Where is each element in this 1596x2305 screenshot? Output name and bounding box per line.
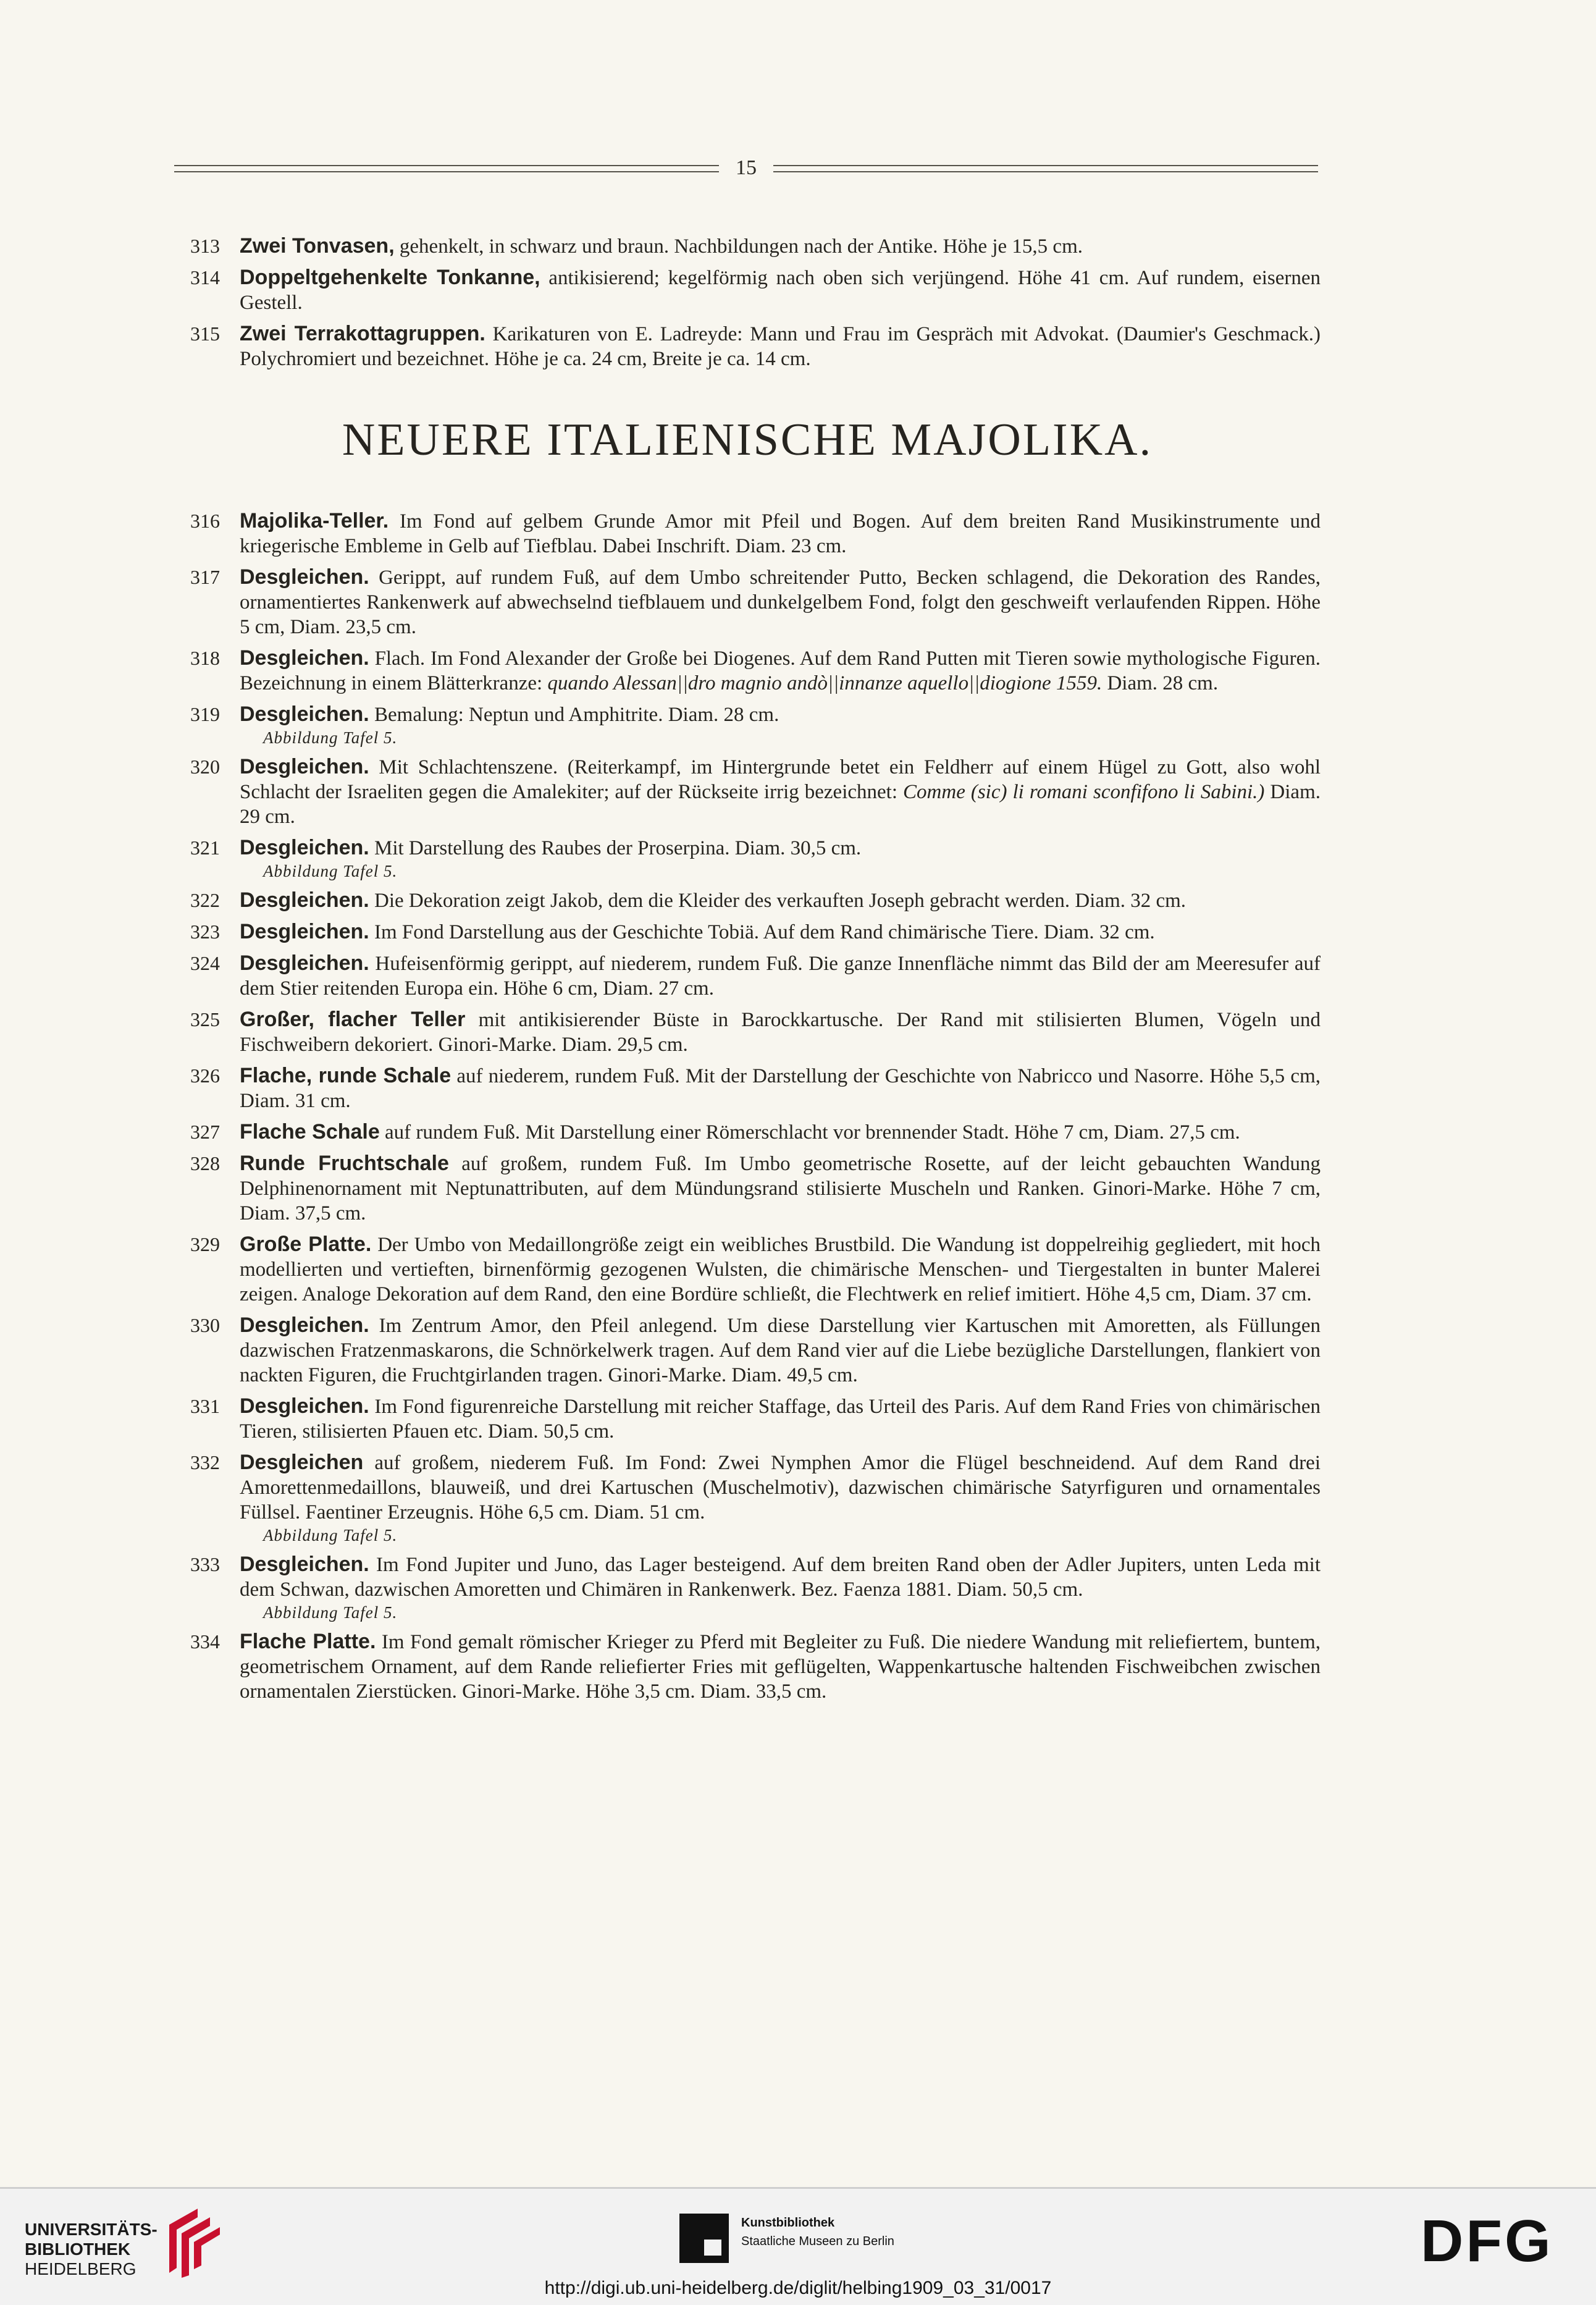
entry-plate-reference: Abbildung Tafel 5. [263, 1603, 398, 1622]
entry-number: 332 [190, 1451, 220, 1473]
entry-title: Desgleichen. [240, 920, 369, 943]
entry-plate-reference: Abbildung Tafel 5. [263, 862, 398, 880]
entry-number: 327 [190, 1121, 220, 1143]
entry-number: 313 [190, 235, 220, 257]
entry-number: 314 [190, 266, 220, 289]
entry-number: 331 [190, 1395, 220, 1417]
ub-name-line3: HEIDELBERG [25, 2259, 136, 2278]
catalog-entry [174, 1450, 1321, 1546]
catalog-entry [174, 565, 1321, 639]
catalog-entry [174, 321, 1321, 371]
entry-title: Desgleichen. [240, 888, 369, 912]
entry-number: 326 [190, 1064, 220, 1087]
catalog-entry [174, 835, 1321, 882]
entry-number: 322 [190, 889, 220, 911]
entry-title: Flache, runde Schale [240, 1064, 452, 1087]
entry-title: Desgleichen. [240, 1553, 369, 1576]
section-heading: NEUERE ITALIENISCHE MAJOLIKA. [342, 415, 1153, 465]
entry-text: Der Umbo von Medaillongröße zeigt ein weibliches Brustbild. Die Wandung ist doppelreihig gegliedert, mit hoch modellierten und vertieften, birnenförmig gezogenen Wulsten, die chimärische Menschen- und Tiergestalten in bunter Malerei zeigen. Analoge Dekoration auf dem Rand, den eine Bordüre schließt, die Flechtwerk en relief imitiert. Höhe 4,5 cm, Diam. 37 cm. [240, 1234, 1321, 1305]
kb-subtitle: Staatliche Museen zu Berlin [741, 2235, 894, 2248]
catalog-entry [174, 1119, 1321, 1145]
entry-text: auf großem, niederem Fuß. Im Fond: Zwei Nymphen Amor die Flügel beschneidend. Auf dem Rand drei Amorettenmedaillons, blauweiß, und drei Kartuschen (Muschelmotiv), dazwischen chimärische Satyrfiguren und ornamentales Füllsel. Faentiner Erzeugnis. Höhe 6,5 cm. Diam. 51 cm. [240, 1452, 1321, 1523]
entry-number: 333 [190, 1553, 220, 1575]
entry-number: 318 [190, 647, 220, 669]
entry-text: Im Zentrum Amor, den Pfeil anlegend. Um diese Darstellung vier Kartuschen mit Amoretten, als Füllungen dazwischen Fratzenmaskarons, die Schnörkelwerk tragen. Auf dem Rand vier auf die Liebe bezügliche Darstellungen, flankiert von nackten Figuren, die Fruchtgirlanden tragen. Ginori-Marke. Diam. 49,5 cm. [240, 1315, 1321, 1386]
entry-text: Hufeisenförmig gerippt, auf niederem, rundem Fuß. Die ganze Innenfläche nimmt das Bild der am Meeresufer auf dem Stier reitenden Europa ein. Höhe 6 cm, Diam. 27 cm. [240, 953, 1321, 1000]
page-number: 15 [736, 156, 757, 179]
entry-number: 324 [190, 952, 220, 974]
entry-text: antikisierend; kegelförmig nach oben sich verjüngend. Höhe 41 cm. Auf rundem, eisernen Gestell. [240, 267, 1321, 314]
entry-number: 325 [190, 1008, 220, 1030]
entry-text: Im Fond gemalt römischer Krieger zu Pferd mit Begleiter zu Fuß. Die niedere Wandung mit reliefiertem, buntem, geometrischem Ornament, auf dem Rande reliefierter Fries mit geflügelten, Wappenkartusche haltenden Fischweibchen zwischen ornamentalen Zierstücken. Ginori-Marke. Höhe 3,5 cm. Diam. 33,5 cm. [240, 1631, 1321, 1703]
entry-title: Doppeltgehenkelte Tonkanne, [240, 266, 540, 289]
entry-title: Desgleichen [240, 1451, 364, 1474]
entry-text: Im Fond auf gelbem Grunde Amor mit Pfeil und Bogen. Auf dem breiten Rand Musikinstrumente und kriegerische Embleme in Gelb auf Tiefblau. Dabei Inschrift. Diam. 23 cm. [240, 510, 1321, 557]
catalog-entry [174, 888, 1321, 913]
entry-text: Bemalung: Neptun und Amphitrite. Diam. 28 cm. [369, 704, 779, 726]
catalog-entry [174, 1063, 1321, 1113]
kb-title: Kunstbibliothek [741, 2216, 835, 2230]
entry-text: Gerippt, auf rundem Fuß, auf dem Umbo schreitender Putto, Becken schlagend, die Dekoration des Randes, ornamentiertes Rankenwerk auf abwechselnd tiefblauem und dunkelgelbem Fond, folgt den geschweift verlaufenden Rippen. Höhe 5 cm, Diam. 23,5 cm. [240, 567, 1321, 638]
entry-title: Desgleichen. [240, 565, 369, 589]
catalog-entry [174, 1629, 1321, 1704]
digitization-footer [0, 2187, 1596, 2305]
catalog-entry [174, 919, 1321, 945]
entry-title: Großer, flacher Teller [240, 1008, 466, 1031]
catalog-entry [174, 951, 1321, 1001]
entry-title: Große Platte. [240, 1233, 372, 1256]
entry-number: 328 [190, 1152, 220, 1174]
entry-number: 321 [190, 836, 220, 859]
entry-text: mit antikisierender Büste in Barockkartusche. Der Rand mit stilisierten Blumen, Vögeln und Fischweibern dekoriert. Ginori-Marke. Diam. 29,5 cm. [240, 1009, 1321, 1056]
entry-number: 323 [190, 921, 220, 943]
catalog-entry [174, 265, 1321, 315]
entry-title: Desgleichen. [240, 836, 369, 859]
ub-name-line2: BIBLIOTHEK [25, 2240, 131, 2259]
entry-text: auf großem, rundem Fuß. Im Umbo geometrische Rosette, auf der leicht gebauchten Wandung Delphinenornament mit Neptunattributen, auf dem Mündungsrand stilisierte Muscheln und Ranken. Ginori-Marke. Höhe 7 cm, Diam. 37,5 cm. [240, 1153, 1321, 1224]
entry-plate-reference: Abbildung Tafel 5. [263, 1526, 398, 1544]
catalog-entries [174, 234, 1321, 1710]
entry-text: Die Dekoration zeigt Jakob, dem die Kleider des verkauften Joseph gebracht werden. Diam. 32 cm. [369, 890, 1186, 912]
catalog-entry [174, 1007, 1321, 1057]
entry-number: 320 [190, 756, 220, 778]
entry-text-end: Diam. 29 cm. [240, 781, 1321, 828]
entry-text: auf rundem Fuß. Mit Darstellung einer Römerschlacht vor brennender Stadt. Höhe 7 cm, Diam. 27,5 cm. [379, 1121, 1240, 1144]
permalink-url[interactable]: http://digi.ub.uni-heidelberg.de/diglit/helbing1909_03_31/0017 [544, 2278, 1052, 2298]
catalog-entry [174, 1313, 1321, 1388]
entries-before-heading [174, 234, 1321, 371]
entry-title: Desgleichen. [240, 1394, 369, 1418]
entry-text: Karikaturen von E. Ladreyde: Mann und Frau im Gespräch mit Advokat. (Daumier's Geschmack.) Polychromiert und bezeichnet. Höhe je ca. 24 cm, Breite je ca. 14 cm. [240, 323, 1321, 370]
ub-heidelberg-name[interactable] [25, 2220, 158, 2279]
catalog-entry [174, 1552, 1321, 1623]
entry-number: 329 [190, 1233, 220, 1255]
entry-number: 315 [190, 322, 220, 345]
entry-text: Flach. Im Fond Alexander der Große bei Diogenes. Auf dem Rand Putten mit Tieren sowie mythologische Figuren. Bezeichnung in einem Blätterkranze: [240, 647, 1321, 694]
entry-title: Flache Platte. [240, 1630, 376, 1653]
entry-title: Flache Schale [240, 1120, 380, 1144]
entry-title: Desgleichen. [240, 951, 369, 975]
kunstbibliothek-name[interactable] [741, 2214, 894, 2251]
entry-text: Im Fond Jupiter und Juno, das Lager besteigend. Auf dem breiten Rand oben der Adler Jupiters, unten Leda mit dem Schwan, dazwischen Amoretten und Chimären in Rankenwerk. Bez. Faenza 1881. Diam. 50,5 cm. [240, 1554, 1321, 1601]
entry-number: 317 [190, 566, 220, 588]
catalog-entry [174, 646, 1321, 696]
entry-inscription: Comme (sic) li romani sconfifono li Sabini.) [903, 781, 1265, 803]
entry-text-end: Diam. 28 cm. [1102, 672, 1219, 694]
catalog-entry [174, 1232, 1321, 1307]
entries-after-heading [174, 508, 1321, 1704]
catalog-entry [174, 1151, 1321, 1226]
entry-title: Desgleichen. [240, 702, 369, 726]
entry-text: Im Fond figurenreiche Darstellung mit reicher Staffage, das Urteil des Paris. Auf dem Rand Fries von chimärischen Tieren, stilisierten Pfauen etc. Diam. 50,5 cm. [240, 1396, 1321, 1443]
catalog-entry [174, 508, 1321, 558]
entry-number: 319 [190, 703, 220, 725]
entry-title: Desgleichen. [240, 646, 369, 670]
entry-plate-reference: Abbildung Tafel 5. [263, 728, 398, 747]
entry-text: Im Fond Darstellung aus der Geschichte Tobiä. Auf dem Rand chimärische Tiere. Diam. 32 cm. [369, 921, 1155, 943]
entry-title: Desgleichen. [240, 755, 369, 778]
entry-title: Zwei Terrakottagruppen. [240, 322, 485, 345]
header-rule-left [174, 165, 719, 172]
catalog-entry [174, 754, 1321, 829]
catalog-entry [174, 1394, 1321, 1444]
entry-text: gehenkelt, in schwarz und braun. Nachbildungen nach der Antike. Höhe je 15,5 cm. [394, 235, 1083, 258]
entry-text: Mit Darstellung des Raubes der Proserpina. Diam. 30,5 cm. [369, 837, 862, 859]
ub-heidelberg-logo-icon[interactable] [161, 2206, 222, 2278]
catalog-entry [174, 702, 1321, 748]
entry-title: Desgleichen. [240, 1313, 369, 1337]
entry-title: Zwei Tonvasen, [240, 234, 395, 258]
page-header [174, 154, 1318, 182]
kunstbibliothek-logo-icon[interactable] [679, 2214, 729, 2263]
entry-number: 330 [190, 1314, 220, 1336]
entry-title: Runde Fruchtschale [240, 1152, 449, 1175]
entry-text: auf niederem, rundem Fuß. Mit der Darstellung der Geschichte von Nabricco und Nasorre. Höhe 5,5 cm, Diam. 31 cm. [240, 1065, 1321, 1112]
entry-title: Majolika-Teller. [240, 509, 389, 533]
header-rule-right [773, 165, 1318, 172]
entry-number: 316 [190, 510, 220, 532]
catalog-entry [174, 234, 1321, 259]
entry-number: 334 [190, 1630, 220, 1653]
entry-inscription: quando Alessan||dro magnio andò||innanze aquello||diogione 1559. [547, 672, 1102, 694]
ub-name-line1: UNIVERSITÄTS- [25, 2220, 158, 2239]
dfg-logo[interactable]: DFG [1421, 2208, 1553, 2274]
entry-text: Mit Schlachtenszene. (Reiterkampf, im Hintergrunde betet ein Feldherr auf einem Hügel zu Gott, also wohl Schlacht der Israeliten gegen die Amalekiter; auf der Rückseite irrig bezeichnet: [240, 756, 1321, 803]
